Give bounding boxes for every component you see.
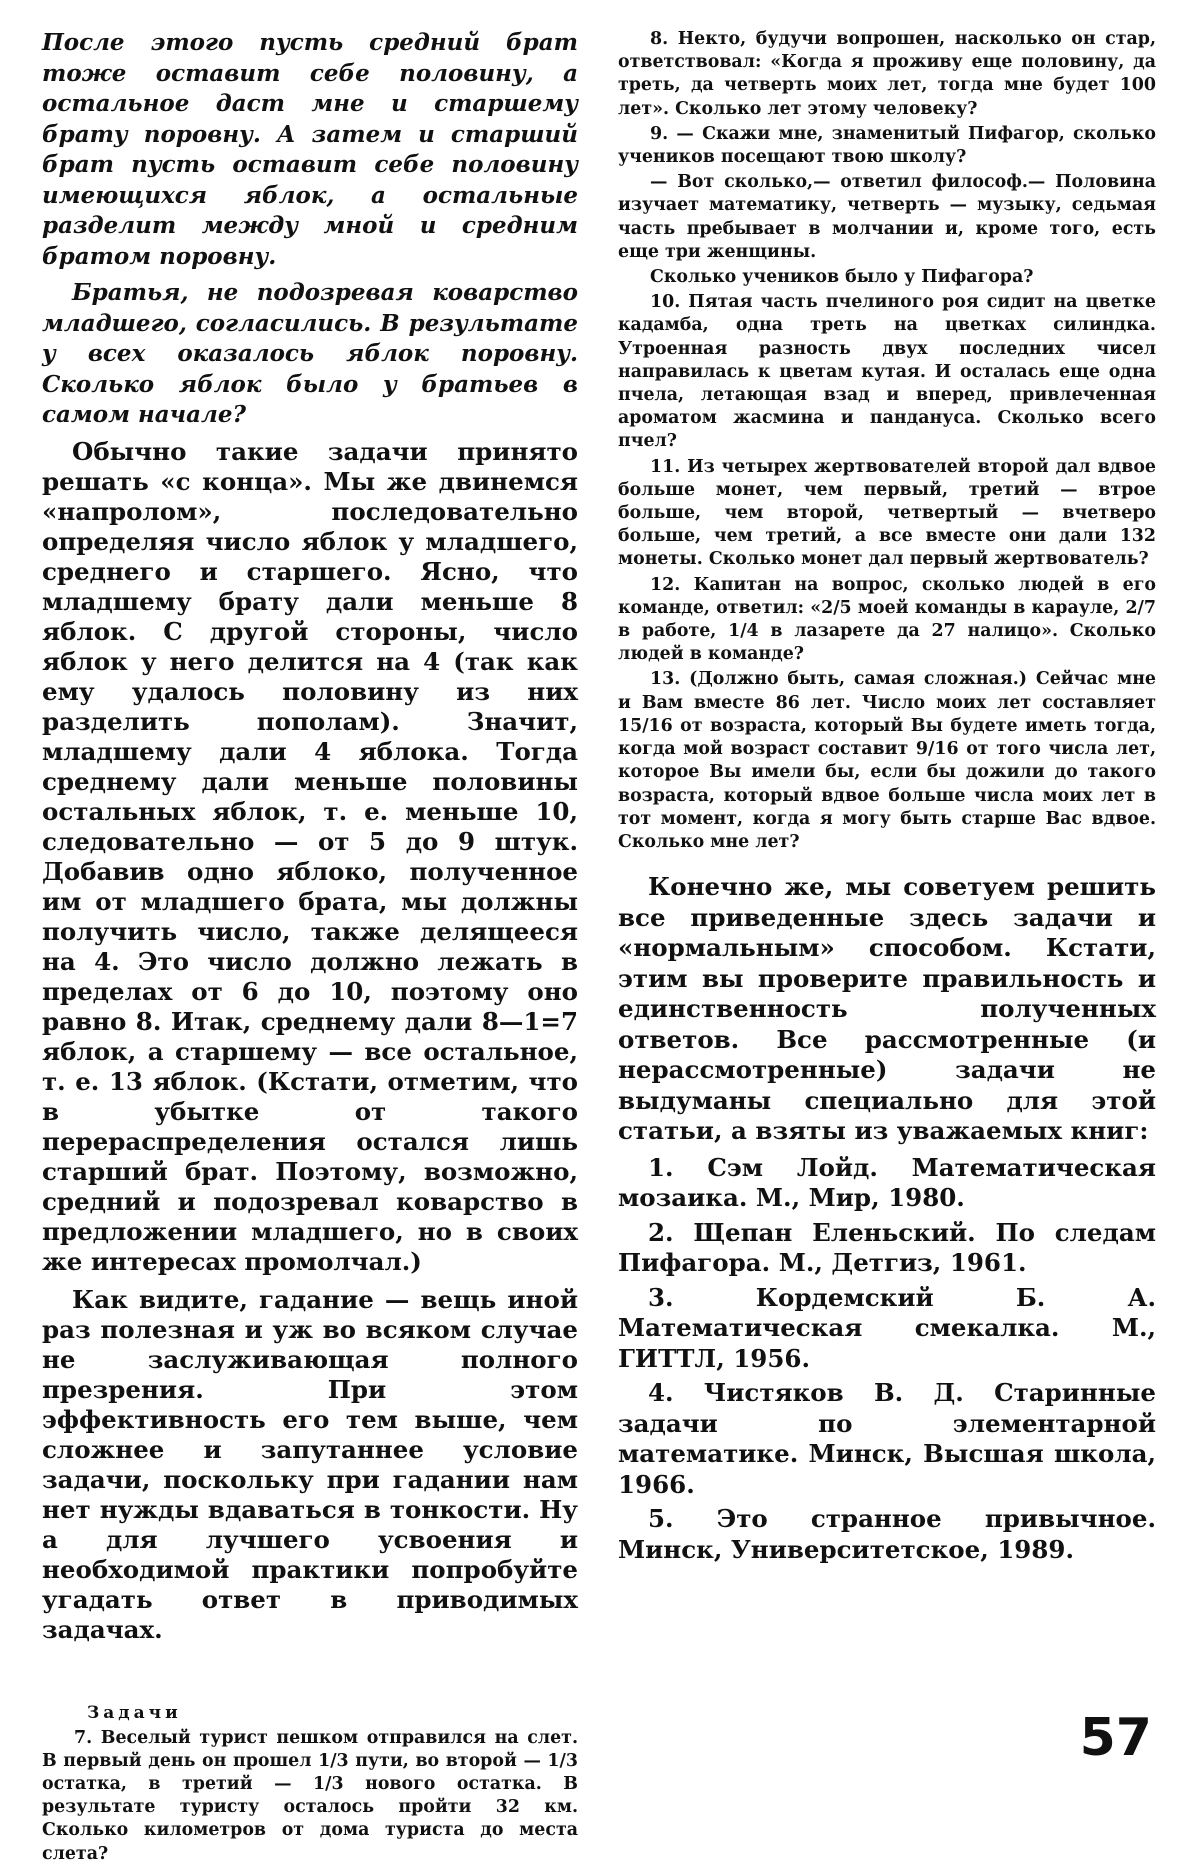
intro-paragraph: После этого пусть средний брат тоже оставит себе половину, а остальное даст мне и старшему брату поровну. А затем и старший брат пусть оставит себе половину имеющихся яблок, а остальные разделит между мной и средним братом поровну. (42, 29, 578, 270)
reference-item: 4. Чистяков В. Д. Старинные задачи по элементарной математике. Минск, Высшая школа, 1966. (618, 1378, 1156, 1499)
problem-item: 8. Некто, будучи вопрошен, насколько он стар, ответствовал: «Когда я проживу еще половину, да треть, да четверть моих лет, тогда мне будет 100 лет». Сколько лет этому человеку? (618, 29, 1156, 119)
problem-item: — Вот сколько,— ответил философ.— Половина изучает математику, четверть — музыку, седьмая часть пребывает в молчании и, кроме того, есть еще три женщины. (618, 172, 1156, 262)
intro-italic-text (42, 28, 578, 431)
problems-list-left (42, 1727, 578, 1866)
problem-item: 9. — Скажи мне, знаменитый Пифагор, сколько учеников посещают твою школу? (618, 123, 1156, 168)
problem-item: 11. Из четырех жертвователей второй дал вдвое больше монет, чем первый, третий — втрое больше, чем второй, четвертый — вчетверо больше, чем третий, а все вместе они дали 132 монеты. Сколько монет дал первый жертвователь? (618, 456, 1156, 570)
conclusion-text (618, 872, 1156, 1147)
intro-paragraph: Братья, не подозревая коварство младшего, согласились. В результате у всех оказалось яблок поровну. Сколько яблок было у братьев в самом начале? (42, 279, 578, 428)
reference-item: 5. Это странное привычное. Минск, Университетское, 1989. (618, 1504, 1156, 1564)
problem-item: 7. Веселый турист пешком отправился на слет. В первый день он прошел 1/3 пути, во второй — 1/3 остатка, в третий — 1/3 нового остатка. В результате туристу осталось пройти 32 км. Сколько километров от дома туриста до места слета? (42, 1727, 578, 1864)
reference-item: 3. Кордемский Б. А. Математическая смекалка. М., ГИТТЛ, 1956. (618, 1282, 1156, 1373)
reference-item: 1. Сэм Лойд. Математическая мозаика. М., Мир, 1980. (618, 1152, 1156, 1213)
problem-item: 12. Капитан на вопрос, сколько людей в его команде, ответил: «2/5 моей команды в карауле, 2/7 в работе, 1/4 в лазарете да 27 налицо». Сколько людей в команде? (618, 574, 1156, 665)
problem-item: 13. (Должно быть, самая сложная.) Сейчас мне и Вам вместе 86 лет. Число моих лет составляет 15/16 от возраста, который Вы будете иметь тогда, когда мой возраст составит 9/16 от того числа лет, которое Вы имели бы, если бы дожили до такого возраста, который вдвое больше числа моих лет в тот момент, когда я могу быть старше Вас вдвое. Сколько мне лет? (618, 669, 1156, 852)
left-column (42, 28, 578, 1868)
page-number: 57 (1079, 1708, 1152, 1768)
reference-item: 2. Щепан Еленьский. По следам Пифагора. М., Детгиз, 1961. (618, 1217, 1156, 1278)
conclusion-paragraph: Конечно же, мы советуем решить все приведенные здесь задачи и «нормальным» способом. Кстати, этим вы проверите правильность и единственность полученных ответов. Все рассмотренные (и нерассмотренные) задачи не выдуманы специально для этой статьи, а взяты из уважаемых книг: (618, 872, 1156, 1146)
solution-text (42, 437, 578, 1645)
problem-item: Сколько учеников было у Пифагора? (650, 267, 1034, 288)
problems-list-right (618, 28, 1156, 854)
problems-heading: Задачи (87, 1702, 182, 1723)
body-paragraph: Как видите, гадание — вещь иной раз полезная и уж во всяком случае не заслуживающая полного презрения. При этом эффективность его тем выше, чем сложнее и запутаннее условие задачи, поскольку при гадании нам нет нужды вдаваться в тонкости. Ну а для лучшего усвоения и необходимой практики попробуйте угадать ответ в приводимых задачах. (42, 1284, 578, 1644)
references-list (618, 1153, 1156, 1566)
right-column (618, 28, 1156, 1569)
body-paragraph: Обычно такие задачи принято решать «с конца». Мы же двинемся «напролом», последовательно определяя число яблок у младшего, среднего и старшего. Ясно, что младшему брату дали меньше 8 яблок. С другой стороны, число яблок у него делится на 4 (так как ему удалось половину из них разделить пополам). Значит, младшему дали 4 яблока. Тогда среднему дали меньше половины остальных яблок, т. е. меньше 10, следовательно — от 5 до 9 штук. Добавив одно яблоко, полученное им от младшего брата, мы должны получить число, также делящееся на 4. Это число должно лежать в пределах от 6 до 10, поэтому оно равно 8. Итак, среднему дали 8—1=7 яблок, а старшему — все остальное, т. е. 13 яблок. (Кстати, отметим, что в убытке от такого перераспределения остался лишь старший брат. Поэтому, возможно, средний и подозревал коварство в предложении младшего, но в своих же интересах промолчал.) (42, 436, 578, 1276)
problem-item: 10. Пятая часть пчелиного роя сидит на цветке кадамба, одна треть на цветках силиндка. Утроенная разность двух последних чисел направилась к цветам кутая. И осталась еще одна пчела, летающая взад и вперед, привлеченная ароматом жасмина и пандануса. Сколько всего пчел? (618, 292, 1156, 452)
